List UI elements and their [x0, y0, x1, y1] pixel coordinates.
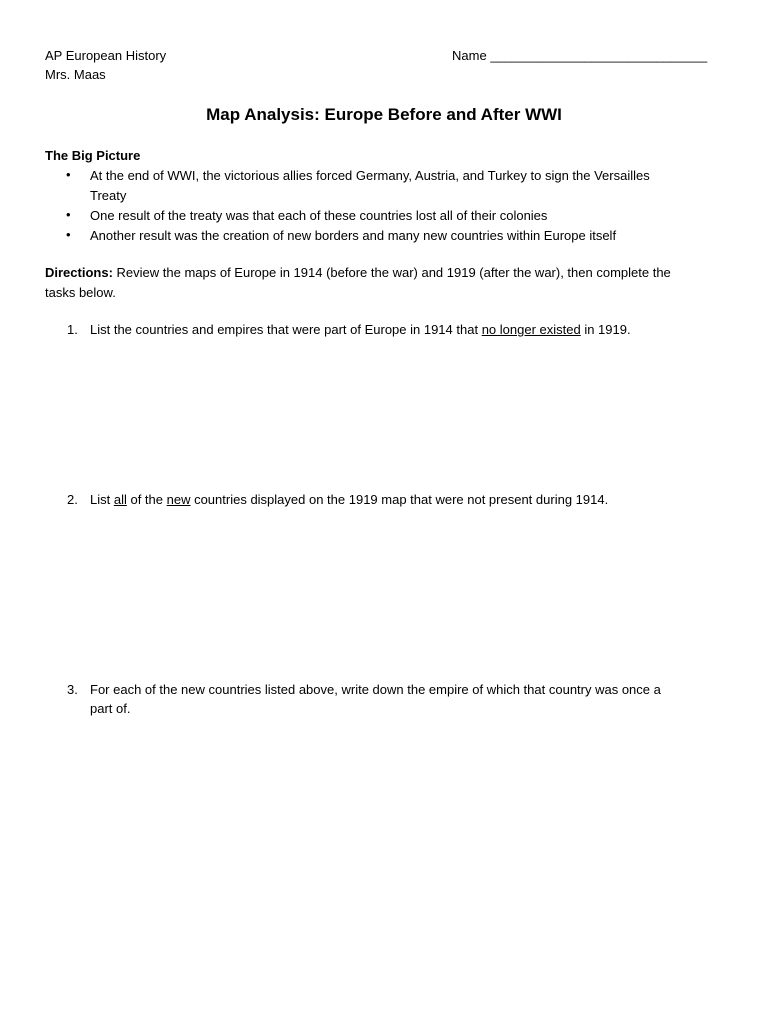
question-text-part: of the [126, 492, 167, 507]
question-number: 1. [67, 322, 78, 337]
course-name: AP European History [45, 48, 167, 63]
directions-line [45, 265, 671, 280]
directions-text: Review the maps of Europe in 1914 (before the war) and 1919 (after the war), then complete the [112, 265, 671, 280]
question-text: For each of the new countries listed above, write down the empire of which that country was once a [90, 682, 661, 697]
bullet-marker: • [66, 167, 71, 182]
bullet-text: At the end of WWI, the victorious allies forced Germany, Austria, and Turkey to sign the Versailles [90, 168, 650, 183]
question-number: 3. [67, 682, 78, 697]
directions-label: Directions: [45, 265, 113, 280]
bullet-text: Another result was the creation of new borders and many new countries within Europe itself [90, 228, 617, 243]
underlined-word: new [166, 492, 191, 507]
underlined-phrase: no longer existed [481, 322, 581, 337]
question-text-part: List the countries and empires that were part of Europe in 1914 that [90, 322, 482, 337]
question-text [90, 322, 631, 337]
name-field [452, 48, 707, 63]
bullet-text: One result of the treaty was that each of these countries lost all of their colonies [90, 208, 548, 223]
directions-text-continued: tasks below. [45, 285, 116, 300]
teacher-name: Mrs. Maas [45, 67, 106, 82]
bullet-text-continued: Treaty [90, 188, 127, 203]
page-title: Map Analysis: Europe Before and After WWI [206, 105, 562, 124]
question-text-part: List [90, 492, 114, 507]
big-picture-heading: The Big Picture [45, 148, 141, 163]
question-text-part: countries displayed on the 1919 map that were not present during 1914. [190, 492, 609, 507]
bullet-marker: • [66, 227, 71, 242]
name-label: Name [452, 48, 487, 63]
question-text-part: in 1919. [580, 322, 631, 337]
name-blank: ______________________________ [490, 48, 708, 63]
question-text-continued: part of. [90, 701, 131, 716]
question-text [90, 492, 608, 507]
question-number: 2. [67, 492, 78, 507]
underlined-word: all [113, 492, 127, 507]
bullet-marker: • [66, 207, 71, 222]
